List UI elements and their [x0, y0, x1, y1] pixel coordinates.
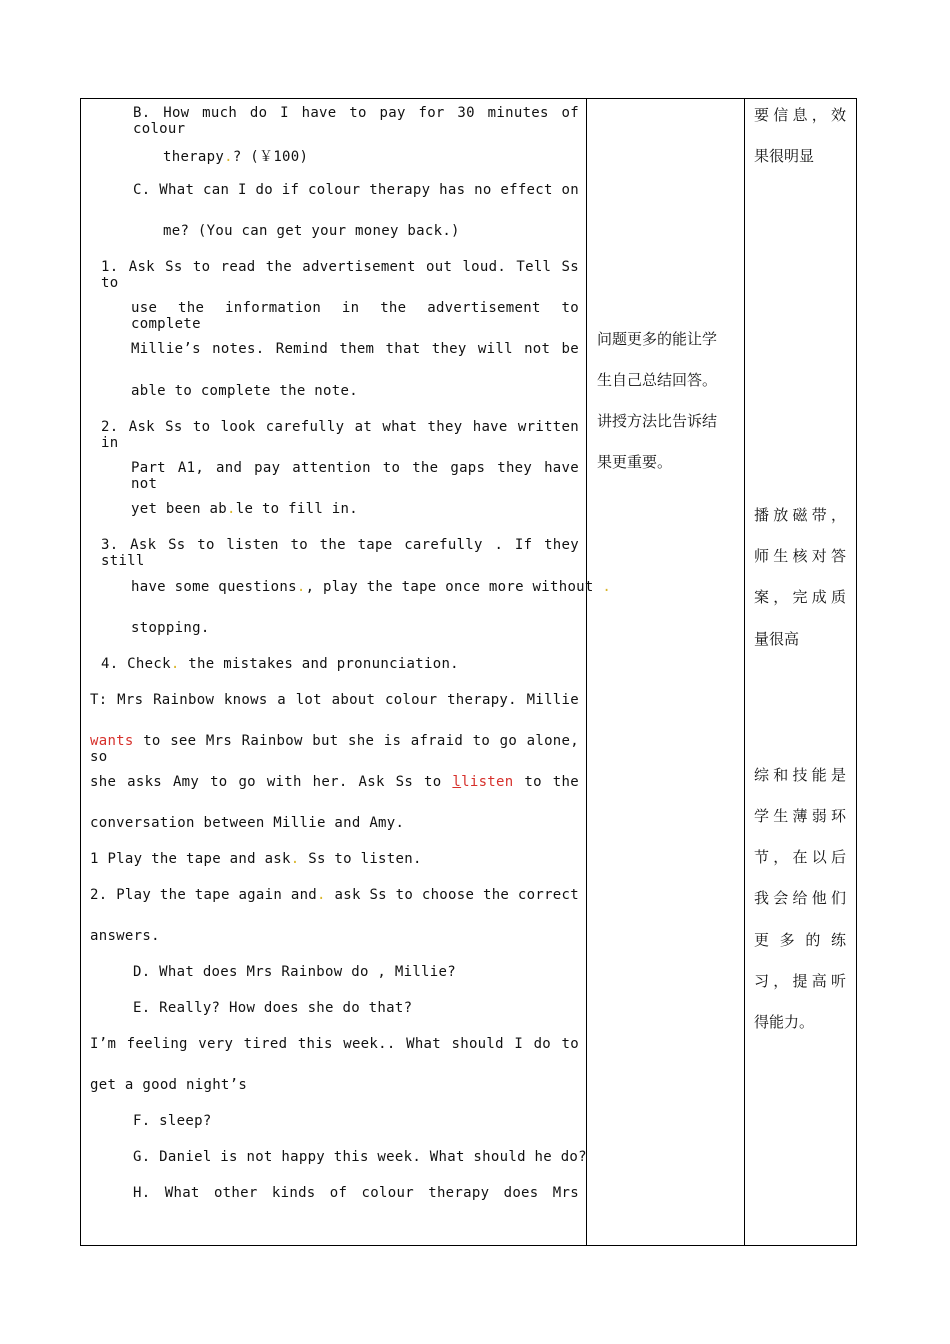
reflection-b-line2: 师生核对答: [754, 547, 846, 565]
play-step2-line1: 2. Play the tape again and. ask Ss to choose the correct: [90, 887, 579, 903]
step3-line1: 3. Ask Ss to listen to the tape carefully . If they still: [101, 537, 579, 569]
reflection-b-line1: 播放磁带，: [754, 506, 846, 524]
step1-line1: 1. Ask Ss to read the advertisement out loud. Tell Ss to: [101, 259, 579, 291]
step2-line1: 2. Ask Ss to look carefully at what they have written in: [101, 419, 579, 451]
teacher-line4: conversation between Millie and Amy.: [90, 815, 405, 831]
reflection-cell: [745, 99, 857, 1246]
teacher-line1: T: Mrs Rainbow knows a lot about colour therapy. Millie: [90, 692, 579, 708]
step1-line4: able to complete the note.: [131, 383, 358, 399]
question-h: H. What other kinds of colour therapy does Mrs: [133, 1185, 579, 1201]
method-cell: [587, 99, 745, 1246]
step2-line3: yet been ab.le to fill in.: [131, 501, 358, 517]
reflection-c-line4: 我会给他们: [754, 889, 846, 907]
method-line3: 讲授方法比告诉结: [597, 412, 718, 430]
method-line1: 问题更多的能让学: [597, 330, 718, 348]
reflection-a-line1: 要信息，效: [754, 106, 846, 124]
option-b-line1: B. How much do I have to pay for 30 minutes of colour: [133, 105, 579, 137]
option-c-line2: me? (You can get your money back.): [163, 223, 460, 239]
reflection-c-line5: 更多的练: [754, 931, 846, 949]
step2-line2: Part A1, and pay attention to the gaps they have not: [131, 460, 579, 492]
step1-line3: Millie’s notes. Remind them that they will not be: [131, 341, 579, 357]
step1-line2: use the information in the advertisement to complete: [131, 300, 579, 332]
method-line2: 生自己总结回答。: [597, 371, 718, 389]
dialogue-line2: get a good night’s: [90, 1077, 248, 1093]
question-e: E. Really? How does she do that?: [133, 1000, 413, 1016]
step3-line3: stopping.: [131, 620, 210, 636]
question-d: D. What does Mrs Rainbow do , Millie?: [133, 964, 456, 980]
reflection-b-line3: 案，完成质: [754, 588, 846, 606]
play-step2-line2: answers.: [90, 928, 160, 944]
reflection-c-line7: 得能力。: [754, 1013, 815, 1031]
method-line4: 果更重要。: [597, 453, 673, 471]
reflection-c-line6: 习，提高听: [754, 972, 846, 990]
play-step1: 1 Play the tape and ask. Ss to listen.: [90, 851, 422, 867]
option-c-line1: C. What can I do if colour therapy has no effect on: [133, 182, 579, 198]
question-g: G. Daniel is not happy this week. What should he do?: [133, 1149, 587, 1165]
reflection-c-line3: 节，在以后: [754, 848, 846, 866]
reflection-b-line4: 量很高: [754, 630, 800, 648]
dialogue-line1: I’m feeling very tired this week.. What should I do to: [90, 1036, 579, 1052]
question-f: F. sleep?: [133, 1113, 212, 1129]
reflection-a-line2: 果很明显: [754, 147, 815, 165]
teacher-line2: wants to see Mrs Rainbow but she is afraid to go alone, so: [90, 733, 579, 765]
reflection-c-line2: 学生薄弱环: [754, 807, 846, 825]
option-b-line2: therapy.? (￥100): [163, 149, 309, 165]
lesson-table: [80, 98, 857, 1246]
teacher-line3: she asks Amy to go with her. Ask Ss to llisten to the: [90, 774, 579, 790]
step3-line2: have some questions., play the tape once more without .: [131, 579, 612, 595]
procedure-cell: [81, 99, 612, 1246]
step4-line: 4. Check. the mistakes and pronunciation.: [101, 656, 459, 672]
reflection-c-line1: 综和技能是: [754, 766, 846, 784]
